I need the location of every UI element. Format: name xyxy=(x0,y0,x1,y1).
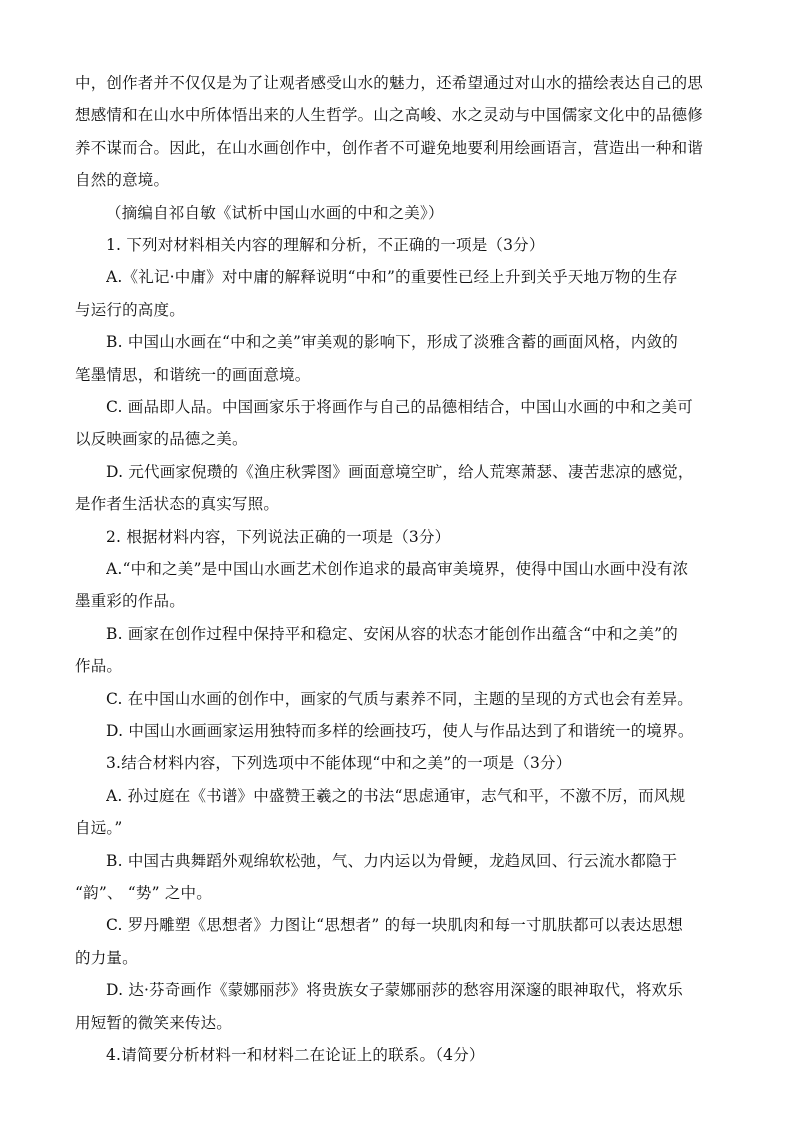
question-1-option-b: B. 中国山水画在“中和之美”审美观的影响下，形成了淡雅含蓄的画面风格，内敛的 xyxy=(106,333,678,352)
question-1-option-c-cont: 以反映画家的品德之美。 xyxy=(75,430,248,449)
question-3-option-d-cont: 用短暂的微笑来传达。 xyxy=(75,1013,233,1032)
question-1-option-d: D. 元代画家倪瓒的《渔庄秋霁图》画面意境空旷，给人荒寒萧瑟、凄苦悲凉的感觉， xyxy=(106,462,694,481)
question-3-option-a-cont: 自远。” xyxy=(75,819,123,838)
question-2-stem: 2. 根据材料内容，下列说法正确的一项是（3分） xyxy=(106,527,451,546)
question-1-option-d-cont: 是作者生活状态的真实写照。 xyxy=(75,495,280,514)
passage-line-3: 养不谋而合。因此，在山水画创作中，创作者不可避免地要利用绘画语言，营造出一种和谐 xyxy=(75,138,704,157)
question-3-option-b-cont: “韵”、 “势” 之中。 xyxy=(75,884,212,902)
question-3-option-c-cont: 的力量。 xyxy=(75,948,138,967)
passage-line-1: 中，创作者并不仅仅是为了让观者感受山水的魅力，还希望通过对山水的描绘表达自己的思 xyxy=(75,74,704,92)
question-1-stem: 1. 下列对材料相关内容的理解和分析，不正确的一项是（3分） xyxy=(106,236,545,254)
passage-line-2: 想感情和在山水中所体悟出来的人生哲学。山之高峻、水之灵动与中国儒家文化中的品德修 xyxy=(75,106,704,125)
question-1-option-a: A.《礼记·中庸》对中庸的解释说明“中和”的重要性已经上升到关乎天地万物的生存 xyxy=(106,268,678,287)
question-3-option-b: B. 中国古典舞蹈外观绵软松弛，气、力内运以为骨鲠，龙趋凤回、行云流水都隐于 xyxy=(106,851,678,870)
question-2-option-b-cont: 作品。 xyxy=(75,657,123,676)
question-2-option-a-cont: 墨重彩的作品。 xyxy=(75,592,185,611)
question-2-option-c: C. 在中国山水画的创作中，画家的气质与素养不同，主题的呈现的方式也会有差异。 xyxy=(106,689,693,708)
question-2-option-a: A.“中和之美”是中国山水画艺术创作追求的最高审美境界，使得中国山水画中没有浓 xyxy=(106,560,689,578)
question-3-stem: 3.结合材料内容，下列选项中不能体现“中和之美”的一项是（3分） xyxy=(106,754,572,773)
question-1-option-a-cont: 与运行的高度。 xyxy=(75,300,185,319)
question-3-option-a: A. 孙过庭在《书谱》中盛赞王羲之的书法“思虑通审，志气和平，不激不厉，而风规 xyxy=(106,786,686,805)
passage-line-4: 自然的意境。 xyxy=(75,171,170,190)
question-2-option-b: B. 画家在创作过程中保持平和稳定、安闲从容的状态才能创作出蕴含“中和之美”的 xyxy=(106,624,678,643)
question-1-option-c: C. 画品即人品。中国画家乐于将画作与自己的品德相结合，中国山水画的中和之美可 xyxy=(106,398,693,416)
passage-source: （摘编自祁自敏《试析中国山水画的中和之美》） xyxy=(106,203,444,222)
question-1-option-b-cont: 笔墨情思，和谐统一的画面意境。 xyxy=(75,365,311,384)
question-3-option-d: D. 达·芬奇画作《蒙娜丽莎》将贵族女子蒙娜丽莎的愁容用深邃的眼神取代，将欢乐 xyxy=(106,981,683,1000)
question-4-stem: 4.请简要分析材料一和材料二在论证上的联系。（4分） xyxy=(106,1046,485,1064)
question-2-option-d: D. 中国山水画画家运用独特而多样的绘画技巧，使人与作品达到了和谐统一的境界。 xyxy=(106,722,694,740)
question-3-option-c: C. 罗丹雕塑《思想者》力图让“思想者” 的每一块肌肉和每一寸肌肤都可以表达思想 xyxy=(106,916,683,935)
